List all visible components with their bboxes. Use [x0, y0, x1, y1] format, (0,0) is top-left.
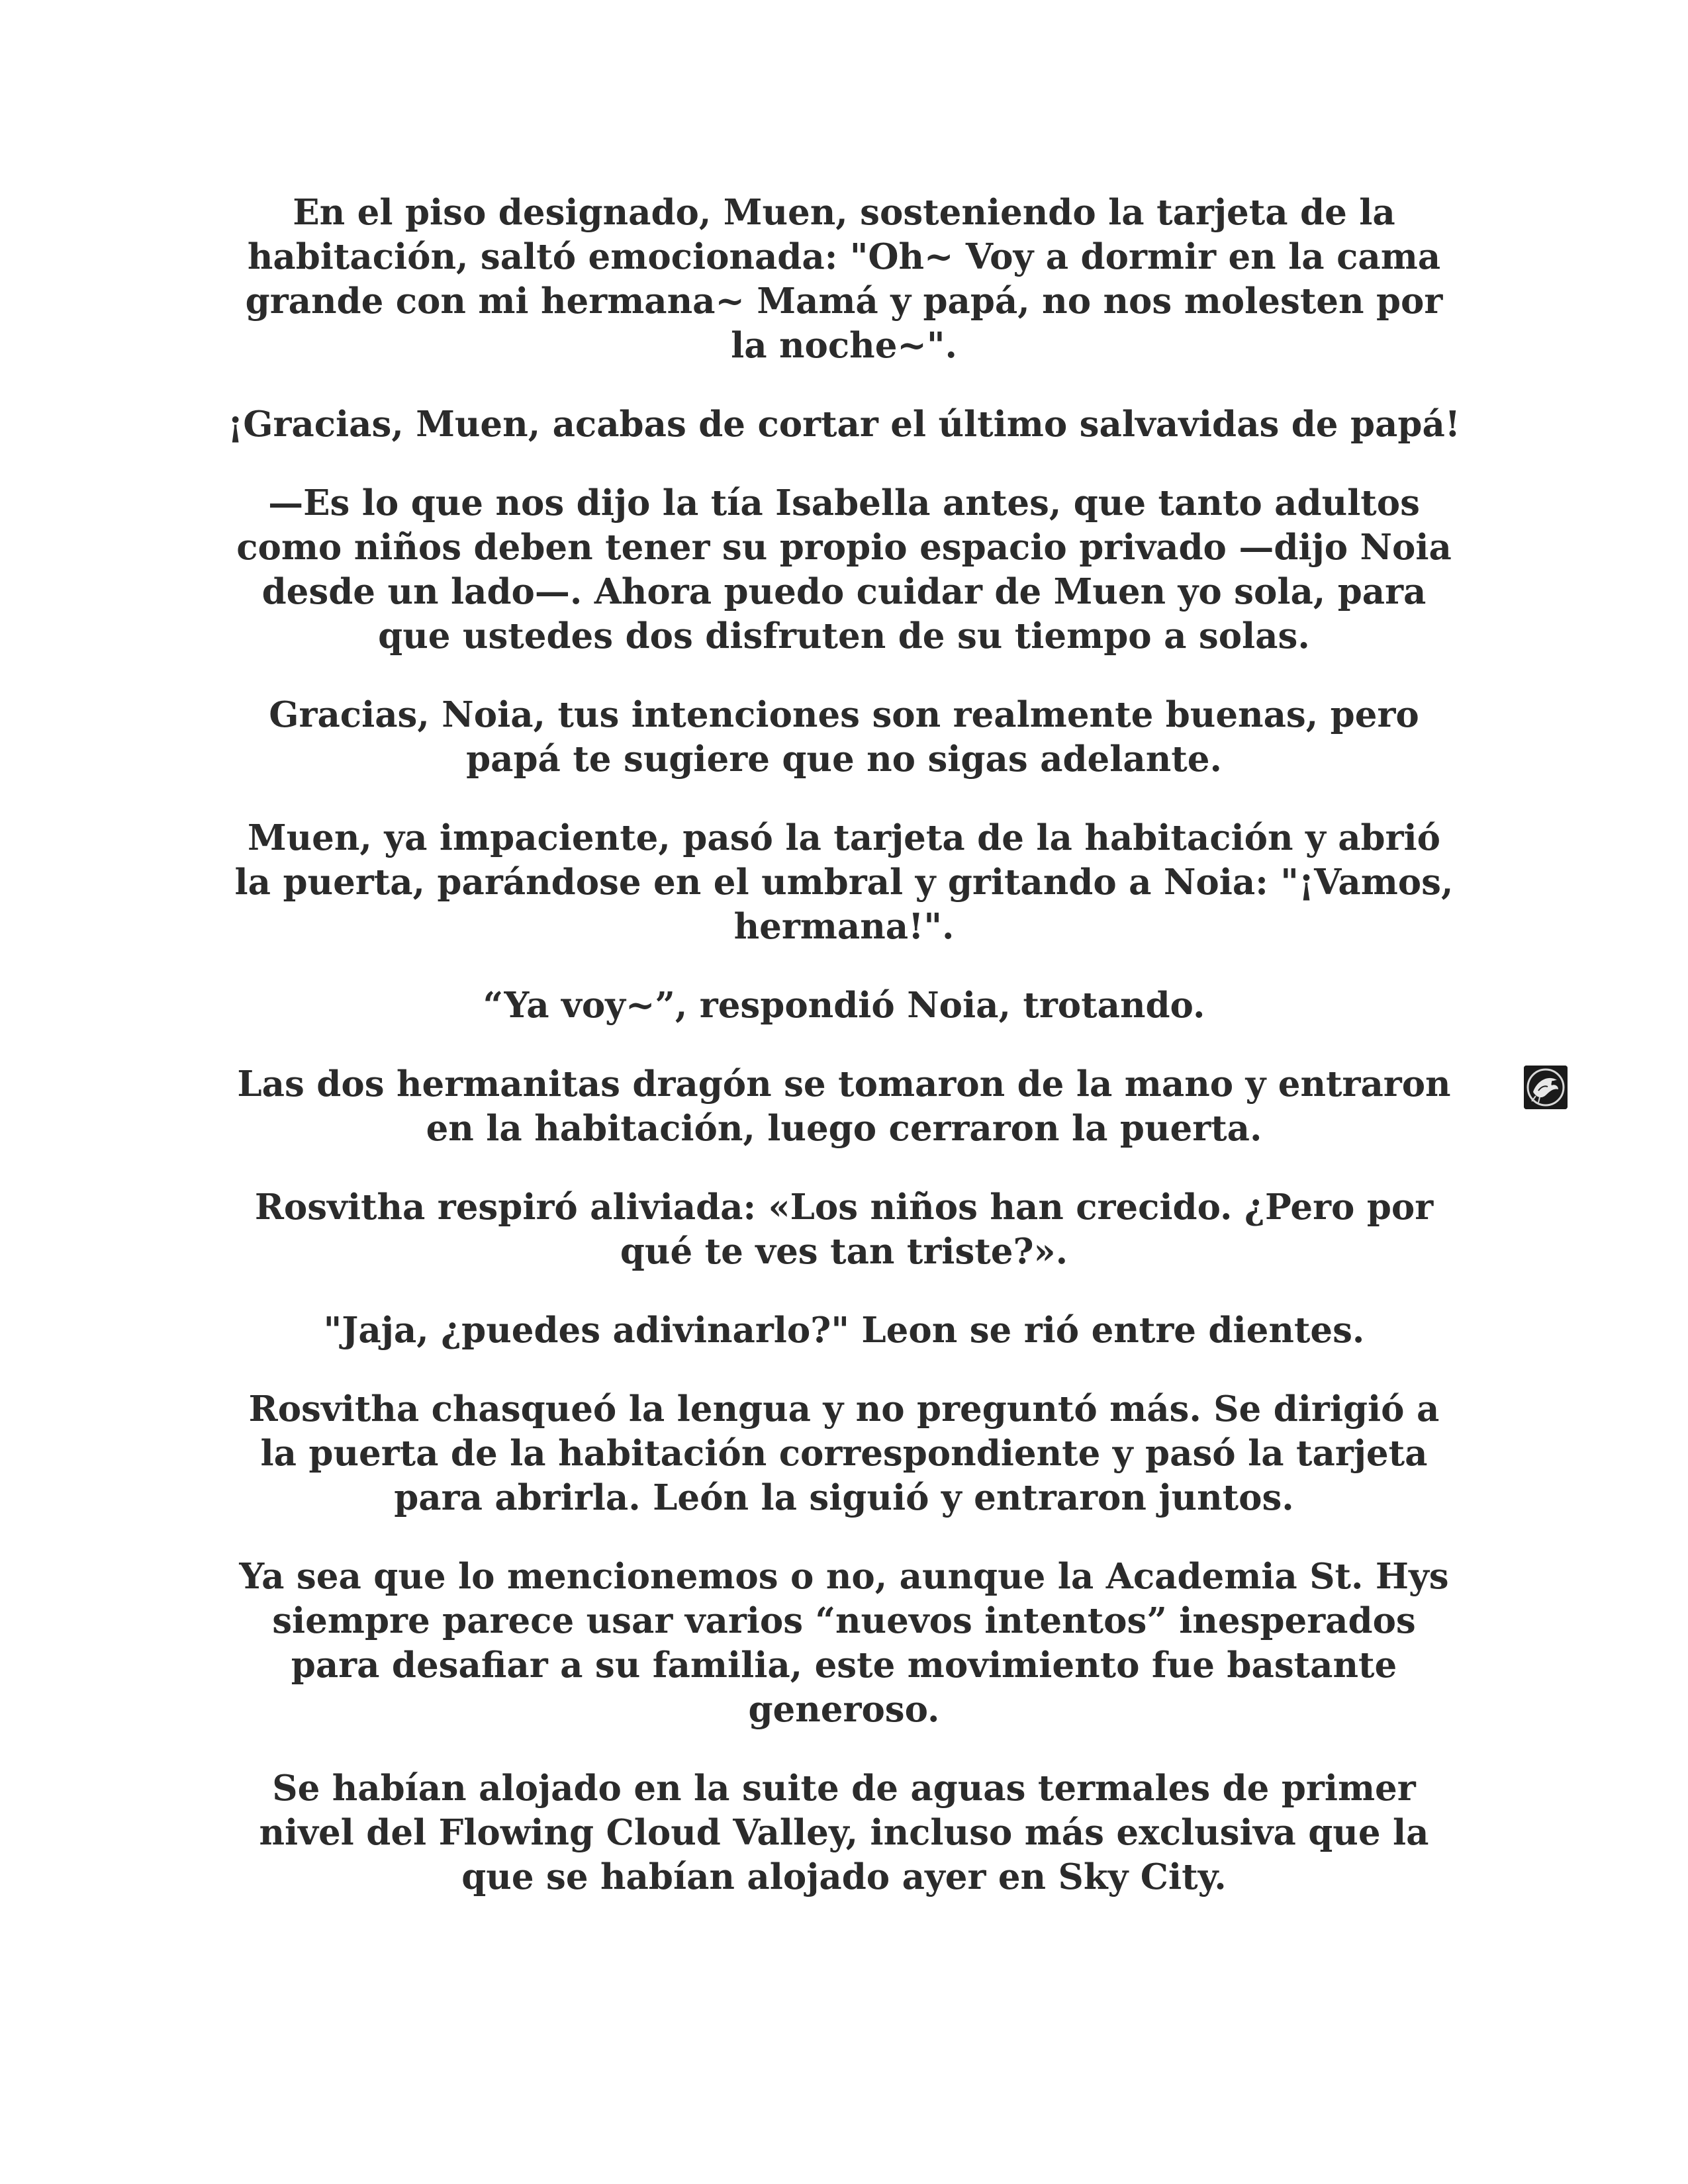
paragraph: “Ya voy~”, respondió Noia, trotando. [483, 985, 1205, 1026]
paragraph: ¡Gracias, Muen, acabas de cortar el último salvavidas de papá! [227, 404, 1461, 445]
paragraph: En el piso designado, Muen, sosteniendo la tarjeta de la habitación, saltó emocionada: "Oh~ Voy a dormir en la cama grande con mi hermana~ Mamá y papá, no nos molesten por la noche~". [245, 192, 1443, 366]
paragraph: Se habían alojado en la suite de aguas termales de primer nivel del Flowing Cloud Valley, incluso más exclusiva que la que se habían alojado ayer en Sky City. [259, 1768, 1429, 1897]
paragraph: Rosvitha respiró aliviada: «Los niños han crecido. ¿Pero por qué te ves tan triste?». [254, 1187, 1434, 1272]
paragraph: Muen, ya impaciente, pasó la tarjeta de la habitación y abrió la puerta, parándose en el umbral y gritando a Noia: "¡Vamos, hermana!". [234, 817, 1454, 947]
paragraph: Ya sea que lo mencionemos o no, aunque la Academia St. Hys siempre parece usar varios “nuevos intentos” inesperados para desafiar a su familia, este movimiento fue bastante generoso. [239, 1556, 1449, 1730]
paragraph: Gracias, Noia, tus intenciones son realmente buenas, pero papá te sugiere que no sigas adelante. [269, 694, 1419, 780]
paragraph: Las dos hermanitas dragón se tomaron de la mano y entraron en la habitación, luego cerraron la puerta. [237, 1064, 1451, 1149]
paragraph: —Es lo que nos dijo la tía Isabella antes, que tanto adultos como niños deben tener su propio espacio privado —dijo Noia desde un lado—. Ahora puedo cuidar de Muen yo sola, para que ustedes dos disfruten de su tiempo a solas. [236, 482, 1452, 657]
dragon-emblem-icon [1524, 1066, 1568, 1109]
document-body [225, 191, 1463, 1934]
paragraph: "Jaja, ¿puedes adivinarlo?" Leon se rió entre dientes. [323, 1310, 1365, 1351]
paragraph: Rosvitha chasqueó la lengua y no preguntó más. Se dirigió a la puerta de la habitación correspondiente y pasó la tarjeta para abrirla. León la siguió y entraron juntos. [248, 1388, 1440, 1518]
